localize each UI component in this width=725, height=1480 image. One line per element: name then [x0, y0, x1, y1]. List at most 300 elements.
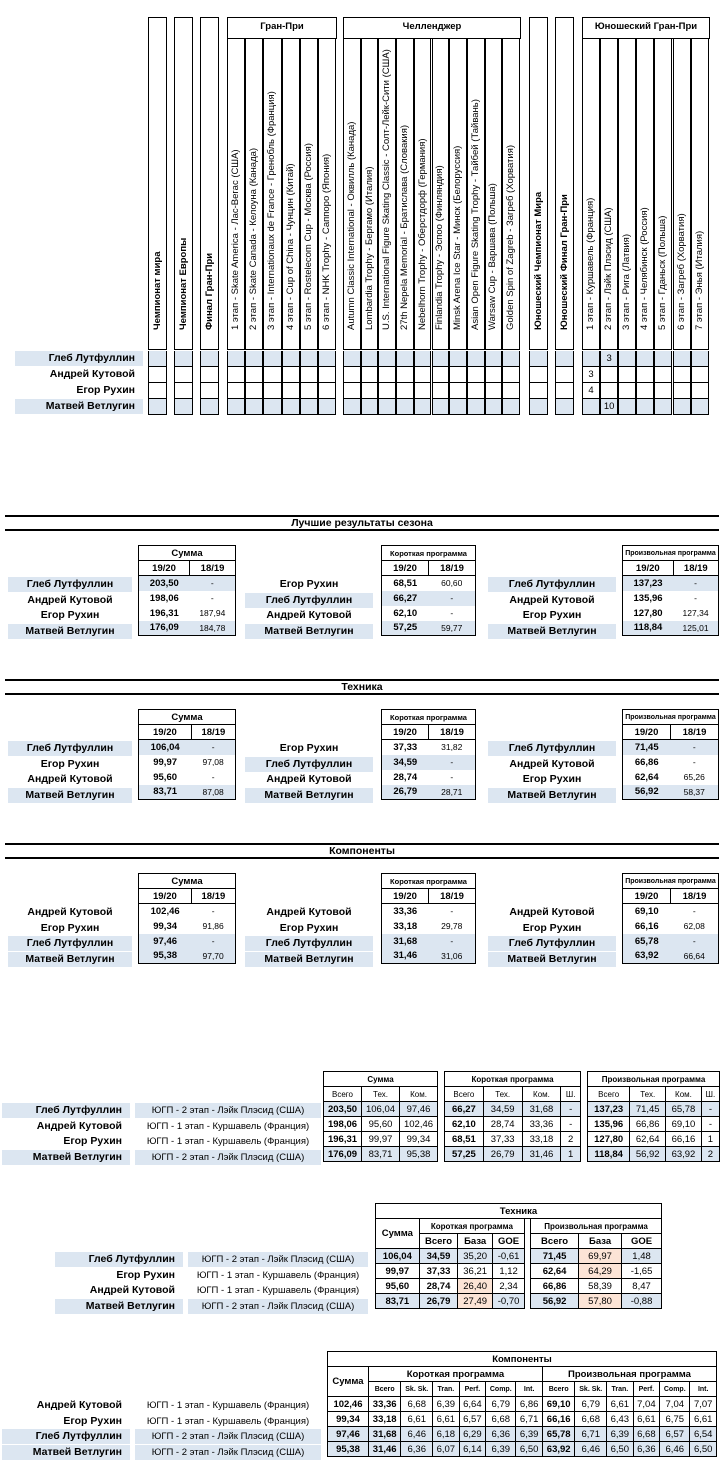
value-cell: 31,68: [522, 1102, 561, 1117]
athlete-name: Андрей Кутовой: [36, 1399, 122, 1411]
sub-header-row: [376, 1234, 662, 1249]
event-column-label: 4 этап - Челябинск (Россия): [639, 207, 651, 330]
event-column-label: 3 этап - Internationaux de France - Гренобль (Франция): [266, 91, 278, 330]
placement-cell: [467, 351, 485, 367]
placement-cell: [263, 383, 281, 399]
value-cell: 6,39: [486, 1442, 516, 1457]
value-cell: 27,49: [458, 1294, 493, 1309]
placement-cell: [227, 367, 245, 383]
placement-cell: [378, 351, 396, 367]
value-cell: 35,20: [458, 1249, 493, 1264]
previous-score: -: [429, 770, 476, 785]
value-cell: 66,27: [445, 1102, 484, 1117]
athlete-name: Матвей Ветлугин: [488, 952, 616, 967]
event-column-header: [282, 38, 300, 350]
placement-cell: [691, 383, 709, 399]
score-row: [623, 934, 719, 949]
value-cell: 106,04: [376, 1249, 420, 1264]
placement-cell: [502, 351, 520, 367]
previous-score: 66,64: [670, 949, 718, 964]
season-current: 19/20: [623, 561, 674, 576]
placement-cell: [636, 351, 654, 367]
table-header: Произвольная программа: [623, 710, 719, 725]
value-cell: 6,36: [401, 1442, 433, 1457]
placement-cell: [414, 399, 432, 415]
event-column-label: Чемпионат мира: [151, 251, 163, 330]
athlete-name: Глеб Лутфуллин: [15, 351, 143, 366]
data-row: [588, 1132, 720, 1147]
placement-cell: 3: [582, 367, 600, 383]
data-row: [328, 1412, 717, 1427]
placement-cell: [343, 399, 361, 415]
value-cell: 7,04: [633, 1397, 660, 1412]
current-score: 176,09: [139, 621, 190, 636]
placement-cell: [300, 367, 318, 383]
column-header: Sk. Sk.: [401, 1382, 433, 1397]
group-header-grand-prix: Гран-При: [227, 17, 337, 39]
column-header: Всего: [324, 1087, 362, 1102]
athlete-name: Егор Рухин: [40, 757, 100, 770]
athlete-name: Матвей Ветлугин: [15, 399, 143, 414]
value-cell: 6,43: [607, 1412, 634, 1427]
score-table: [381, 709, 476, 800]
value-cell: 6,61: [433, 1412, 460, 1427]
current-score: 198,06: [139, 591, 190, 606]
event-column-label: U.S. International Figure Skating Classic - Солт-Лейк-Сити (США): [381, 49, 393, 330]
value-cell: 6,39: [607, 1427, 634, 1442]
placement-cell: [636, 399, 654, 415]
score-row: [382, 755, 476, 770]
previous-score: 58,37: [670, 785, 718, 800]
season-previous: 18/19: [429, 561, 476, 576]
score-row: [623, 606, 719, 621]
placement-cell: [654, 383, 672, 399]
season-header-row: [382, 889, 476, 904]
score-row: [623, 785, 719, 800]
table-header-row: [382, 874, 476, 889]
current-score: 95,38: [139, 949, 192, 964]
event-column-label: 1 этап - Куршавель (Франция): [585, 197, 597, 330]
event-column-label: Nebelhorn Trophy - Оберстдорф (Германия): [416, 138, 428, 330]
current-score: 56,92: [623, 785, 671, 800]
current-score: 196,31: [139, 606, 190, 621]
detail-table: [587, 1071, 720, 1162]
athlete-name: Глеб Лутфуллин: [488, 577, 616, 592]
value-cell: 6,61: [607, 1397, 634, 1412]
placement-cell: [227, 383, 245, 399]
season-previous: 18/19: [673, 561, 718, 576]
placement-cell: [361, 399, 379, 415]
value-cell: -0,88: [622, 1294, 662, 1309]
sub-header-row: [328, 1382, 717, 1397]
placement-cell: [449, 399, 467, 415]
value-cell: 65,78: [542, 1427, 575, 1442]
previous-score: -: [673, 576, 718, 591]
data-row: [328, 1442, 717, 1457]
score-row: [382, 770, 476, 785]
score-row: [139, 770, 236, 785]
previous-score: -: [670, 755, 718, 770]
table-header: Короткая программа: [445, 1072, 581, 1087]
value-cell: 6,46: [401, 1427, 433, 1442]
previous-score: -: [429, 934, 476, 949]
data-row: [445, 1102, 581, 1117]
value-cell: 66,16: [666, 1132, 702, 1147]
event-column-header: [200, 17, 219, 350]
placement-cell: [378, 383, 396, 399]
event-column-header: [414, 38, 432, 350]
value-cell: 34,59: [419, 1249, 458, 1264]
athlete-name: Матвей Ветлугин: [2, 1445, 130, 1460]
score-row: [382, 904, 476, 919]
score-row: [623, 591, 719, 606]
event-column-header: [148, 17, 167, 350]
placement-cell: [555, 351, 574, 367]
value-cell: -1,65: [622, 1264, 662, 1279]
column-header: Comp.: [486, 1382, 516, 1397]
athlete-name: Матвей Ветлугин: [8, 624, 132, 639]
table-header: Сумма: [139, 710, 236, 725]
value-cell: 6,14: [459, 1442, 486, 1457]
athlete-name: Матвей Ветлугин: [8, 952, 132, 967]
value-cell: 6,61: [633, 1412, 660, 1427]
value-cell: 71,45: [630, 1102, 666, 1117]
group-header-challenger: Челленджер: [343, 17, 521, 39]
score-row: [139, 755, 236, 770]
value-cell: 196,31: [324, 1132, 362, 1147]
athlete-name: Андрей Кутовой: [266, 906, 352, 918]
short-header: Короткая программа: [419, 1219, 524, 1234]
score-row: [623, 755, 719, 770]
column-header: Ком.: [400, 1087, 438, 1102]
value-cell: 102,46: [400, 1117, 438, 1132]
value-cell: 127,80: [588, 1132, 630, 1147]
placement-cell: 3: [600, 351, 618, 367]
athlete-name: Андрей Кутовой: [27, 773, 113, 786]
placement-cell: [600, 367, 618, 383]
value-cell: 62,64: [630, 1132, 666, 1147]
title-row: [328, 1352, 717, 1367]
previous-score: 65,26: [670, 770, 718, 785]
table-header-row: [139, 874, 236, 889]
placement-cell: [414, 351, 432, 367]
previous-score: 31,06: [429, 949, 476, 964]
value-cell: 6,68: [401, 1397, 433, 1412]
previous-score: 60,60: [429, 576, 476, 591]
value-cell: 64,29: [579, 1264, 622, 1279]
current-score: 118,84: [623, 621, 674, 636]
placement-cell: [396, 383, 414, 399]
event-column-header: [673, 38, 691, 350]
title-row: [376, 1204, 662, 1219]
column-header: База: [458, 1234, 493, 1249]
column-header: Тех.: [630, 1087, 666, 1102]
value-cell: 6,18: [433, 1427, 460, 1442]
event-column-label: 6 этап - NHK Trophy - Саппоро (Япония): [321, 153, 333, 330]
placement-cell: [618, 399, 636, 415]
athlete-name: Матвей Ветлугин: [2, 1150, 130, 1165]
header-row: [328, 1367, 717, 1382]
column-header: Ш.: [701, 1087, 719, 1102]
event-column-header: [396, 38, 414, 350]
athlete-name: Егор Рухин: [63, 1135, 122, 1148]
data-row: [376, 1279, 662, 1294]
value-cell: 58,39: [579, 1279, 622, 1294]
value-cell: 66,86: [531, 1279, 579, 1294]
event-column-label: Lombardia Trophy - Бергамо (Италия): [363, 166, 375, 330]
previous-score: -: [191, 740, 235, 755]
score-row: [139, 934, 236, 949]
placement-cell: [654, 399, 672, 415]
placement-cell: [673, 367, 691, 383]
current-score: 28,74: [382, 770, 429, 785]
event-column-label: Asian Open Figure Skating Trophy - Тайбей (Тайвань): [469, 99, 481, 330]
previous-score: 97,08: [191, 755, 235, 770]
header-row: [588, 1072, 720, 1087]
event-column-header: [555, 17, 574, 350]
previous-score: -: [429, 591, 476, 606]
value-cell: 99,34: [400, 1132, 438, 1147]
value-cell: -: [561, 1102, 581, 1117]
value-cell: 8,47: [622, 1279, 662, 1294]
event-column-label: Warsaw Cup - Варшава (Польша): [487, 183, 499, 330]
athlete-name: Егор Рухин: [522, 609, 582, 622]
column-header: Ком.: [522, 1087, 561, 1102]
event-column-label: 1 этап - Skate America - Лас-Вегас (США): [230, 149, 242, 330]
event-label: ЮГП - 2 этап - Лэйк Плэсид (США): [188, 1252, 368, 1267]
value-cell: 63,92: [542, 1442, 575, 1457]
data-row: [324, 1147, 438, 1162]
value-cell: 6,79: [486, 1397, 516, 1412]
athlete-name: Егор Рухин: [279, 578, 339, 590]
value-cell: 71,45: [531, 1249, 579, 1264]
athlete-name: Егор Рухин: [40, 609, 100, 622]
placement-cell: 4: [582, 383, 600, 399]
value-cell: 33,36: [522, 1117, 561, 1132]
season-header-row: [623, 889, 719, 904]
placement-cell: [318, 399, 336, 415]
value-cell: 6,36: [486, 1427, 516, 1442]
placement-cell: [245, 383, 263, 399]
value-cell: 31,68: [368, 1427, 401, 1442]
table-header: Произвольная программа: [623, 546, 719, 561]
score-row: [382, 621, 476, 636]
score-row: [139, 904, 236, 919]
season-previous: 18/19: [429, 725, 476, 740]
previous-score: -: [429, 606, 476, 621]
athlete-name: Глеб Лутфуллин: [245, 593, 373, 608]
placement-cell: [529, 351, 548, 367]
placement-cell: [174, 367, 193, 383]
value-cell: 6,68: [575, 1412, 607, 1427]
data-row: [324, 1102, 438, 1117]
placement-cell: [529, 367, 548, 383]
event-column-header: [449, 38, 467, 350]
value-cell: 6,79: [575, 1397, 607, 1412]
sub-header-row: [324, 1087, 438, 1102]
placement-cell: [485, 399, 503, 415]
event-column-header: [263, 38, 281, 350]
season-current: 19/20: [382, 889, 429, 904]
placement-cell: [263, 367, 281, 383]
current-score: 65,78: [623, 934, 671, 949]
placement-cell: [343, 351, 361, 367]
event-column-label: 7 этап - Энья (Италия): [693, 230, 705, 330]
column-header: Всего: [542, 1382, 575, 1397]
column-header: GOE: [622, 1234, 662, 1249]
placement-cell: [148, 399, 167, 415]
table-header: Короткая программа: [382, 546, 476, 561]
value-cell: 118,84: [588, 1147, 630, 1162]
placement-cell: [414, 383, 432, 399]
placement-cell: [449, 351, 467, 367]
event-column-header: [691, 38, 709, 350]
placement-cell: [691, 367, 709, 383]
value-cell: 99,34: [328, 1412, 369, 1427]
event-column-header: [467, 38, 485, 350]
value-cell: 62,10: [445, 1117, 484, 1132]
table-header: Короткая программа: [382, 874, 476, 889]
score-table: [138, 873, 236, 964]
value-cell: 2: [561, 1132, 581, 1147]
score-row: [623, 770, 719, 785]
value-cell: 1,12: [493, 1264, 525, 1279]
value-cell: 97,46: [328, 1427, 369, 1442]
placement-cell: [432, 399, 450, 415]
score-row: [139, 919, 236, 934]
placement-cell: [529, 383, 548, 399]
value-cell: 83,71: [376, 1294, 420, 1309]
value-cell: 31,46: [368, 1442, 401, 1457]
placement-cell: [485, 351, 503, 367]
current-score: 57,25: [382, 621, 429, 636]
value-cell: -0,61: [493, 1249, 525, 1264]
athlete-name: Глеб Лутфуллин: [8, 741, 132, 756]
athlete-name: Глеб Лутфуллин: [55, 1252, 183, 1267]
athlete-name: Глеб Лутфуллин: [8, 936, 132, 951]
previous-score: 87,08: [191, 785, 235, 800]
season-current: 19/20: [623, 889, 671, 904]
placement-cell: [396, 399, 414, 415]
value-cell: 6,71: [575, 1427, 607, 1442]
athlete-name: Егор Рухин: [279, 742, 339, 754]
short-header: Короткая программа: [368, 1367, 542, 1382]
table-title: Компоненты: [328, 1352, 717, 1367]
value-cell: 6,68: [633, 1427, 660, 1442]
score-table: [622, 545, 719, 636]
placement-cell: [432, 351, 450, 367]
column-header: Perf.: [633, 1382, 660, 1397]
value-cell: 6,29: [459, 1427, 486, 1442]
column-header: Тех.: [483, 1087, 522, 1102]
event-column-label: 2 этап - Лэйк Плэсид (США): [603, 207, 615, 330]
current-score: 62,10: [382, 606, 429, 621]
event-column-header: [227, 38, 245, 350]
previous-score: 31,82: [429, 740, 476, 755]
score-row: [623, 949, 719, 964]
detail-table: [444, 1071, 581, 1162]
event-column-label: 27th Nepela Memorial - Братислава (Словакия): [398, 124, 410, 330]
athlete-name: Матвей Ветлугин: [245, 952, 373, 967]
event-column-header: [502, 38, 520, 350]
previous-score: -: [191, 904, 235, 919]
data-row: [324, 1117, 438, 1132]
placement-cell: [282, 367, 300, 383]
value-cell: 57,80: [579, 1294, 622, 1309]
column-header: Всего: [419, 1234, 458, 1249]
event-column-label: 6 этап - Загреб (Хорватия): [675, 213, 687, 330]
previous-score: -: [670, 740, 718, 755]
data-row: [328, 1397, 717, 1412]
current-score: 95,60: [139, 770, 192, 785]
season-header-row: [139, 561, 236, 576]
current-score: 26,79: [382, 785, 429, 800]
athlete-name: Глеб Лутфуллин: [8, 577, 132, 592]
season-previous: 18/19: [191, 889, 235, 904]
placement-cell: [200, 383, 219, 399]
score-table: [622, 709, 719, 800]
value-cell: 63,92: [666, 1147, 702, 1162]
athlete-name: Матвей Ветлугин: [488, 624, 616, 639]
athlete-name: Матвей Ветлугин: [245, 624, 373, 639]
previous-score: 59,77: [429, 621, 476, 636]
event-column-header: [245, 38, 263, 350]
score-row: [139, 740, 236, 755]
previous-score: -: [670, 904, 718, 919]
value-cell: 69,10: [542, 1397, 575, 1412]
event-column-header: [485, 38, 503, 350]
value-cell: 6,61: [401, 1412, 433, 1427]
event-column-label: Юношеский Чемпионат Мира: [532, 191, 544, 330]
table-header: Произвольная программа: [588, 1072, 720, 1087]
header-row: [376, 1219, 662, 1234]
placement-cell: [673, 383, 691, 399]
value-cell: 34,59: [483, 1102, 522, 1117]
placement-cell: [467, 367, 485, 383]
placement-cell: [529, 399, 548, 415]
placement-cell: [449, 367, 467, 383]
value-cell: 33,18: [368, 1412, 401, 1427]
current-score: 135,96: [623, 591, 674, 606]
value-cell: 7,07: [690, 1397, 717, 1412]
event-column-header: [636, 38, 654, 350]
value-cell: 69,97: [579, 1249, 622, 1264]
event-label: ЮГП - 2 этап - Лэйк Плэсид (США): [135, 1150, 321, 1165]
placement-cell: [555, 383, 574, 399]
athlete-name: Егор Рухин: [40, 921, 100, 934]
value-cell: 95,60: [362, 1117, 400, 1132]
athlete-name: Егор Рухин: [116, 1268, 175, 1281]
value-cell: 66,16: [542, 1412, 575, 1427]
column-header: Perf.: [459, 1382, 486, 1397]
current-score: 71,45: [623, 740, 671, 755]
placement-cell: [200, 367, 219, 383]
table-header: Короткая программа: [382, 710, 476, 725]
athlete-name: Глеб Лутфуллин: [245, 757, 373, 772]
placement-cell: [485, 383, 503, 399]
value-cell: 99,97: [376, 1264, 420, 1279]
athlete-name: Андрей Кутовой: [509, 757, 595, 770]
score-row: [139, 606, 236, 621]
athlete-name: Глеб Лутфуллин: [488, 741, 616, 756]
placement-cell: [245, 399, 263, 415]
column-header: Ш.: [561, 1087, 581, 1102]
athlete-name: Егор Рухин: [76, 384, 135, 396]
previous-score: -: [191, 934, 235, 949]
event-label: ЮГП - 1 этап - Куршавель (Франция): [146, 1136, 310, 1148]
athlete-name: Андрей Кутовой: [89, 1284, 175, 1297]
event-column-header: [174, 17, 193, 350]
